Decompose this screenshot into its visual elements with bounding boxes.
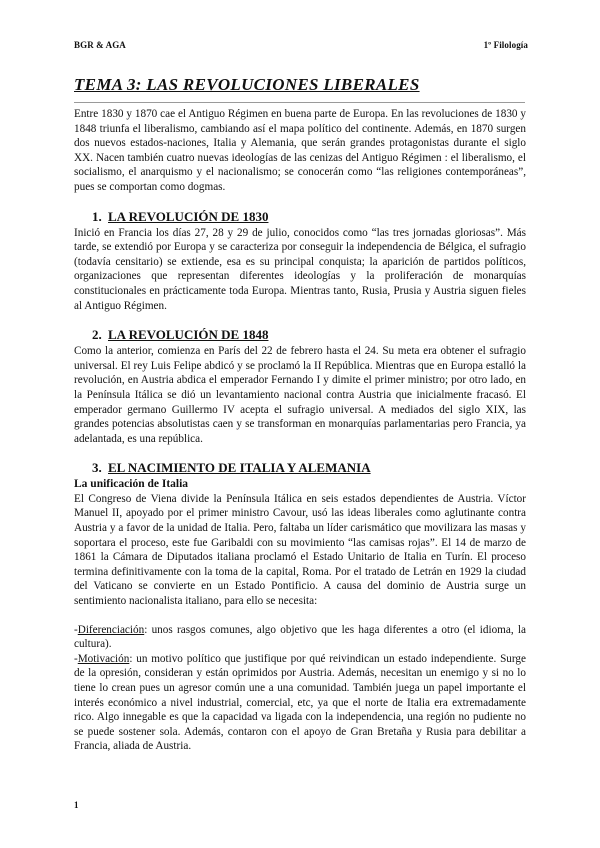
section-3-heading xyxy=(74,460,526,476)
document-title: TEMA 3: LAS REVOLUCIONES LIBERALES xyxy=(74,75,420,94)
list-item-term: Diferenciación xyxy=(77,623,145,636)
list-item-prefix: - xyxy=(74,652,78,665)
section-1-heading xyxy=(74,209,526,225)
section-3-paragraph: El Congreso de Viena divide la Península Itálica en seis estados dependientes de Austria. Víctor Manuel II, apoyado por el primer ministro Cavour, usó las ideas liberales como aglutinante contra Austria y a favor de la unidad de Italia. Pero, faltaba un líder carismático que movilizara las masas y soportara el proceso, este fue Garibaldi con su movimiento “las camisas rojas”. El 14 de marzo de 1861 la Cámara de Diputados italiana proclamó el Estado Unitario de Italia en Turín. El proceso termina definitivamente con la toma de la capital, Roma. Por el tratado de Letrán en 1929 la ciudad del Vaticano se convierte en un Estado Pontificio. A causa del dominio de Austria surge un sentimiento nacionalista italiano, para ello se necesita: xyxy=(74,492,526,608)
title-rule xyxy=(74,102,525,103)
document-body xyxy=(74,107,526,754)
list-item-prefix: - xyxy=(74,623,78,636)
page-number: 1 xyxy=(74,800,79,810)
section-3-subtitle: La unificación de Italia xyxy=(74,478,189,491)
section-3-number: 3. xyxy=(92,460,102,476)
section-2-paragraph: Como la anterior, comienza en París del 22 de febrero hasta el 24. Su meta era obtener el sufragio universal. El rey Luis Felipe abdicó y se proclamó la II República. Mientras que en Europa estalló la revolución, en Austria abdica el emperador Fernando I y dimite el primer ministro; por otro lado, en la Península Itálica se dió un levantamiento nacional contra Austria que inicialmente fracasó. El emperador germano Guillermo IV acepta el sufragio universal. A mediados del siglo XIX, las grandes potencias absolutistas caen y se transforman en monarquías parlamentarias pero Francia, ya adelantada, es una república. xyxy=(74,345,526,445)
header-left: BGR & AGA xyxy=(74,40,126,50)
list-item-text: : un motivo político que justifique por qué reivindican un estado independiente. Surge de la opresión, consideran y están oprimidos por Austria. Además, necesitan un enemigo y si no lo tiene lo crean pues un agresor común une a una comunidad. También juega un papel importante el interés económico a nivel industrial, comercial, etc, ya que el norte de Italia era extremadamente rico. Algo innegable es que la capacidad va ligada con la independencia, una región no pudiente no se puede sostener sola. Además, contaron con el apoyo de Gran Bretaña y Rusia para debilitar a Francia, aliada de Austria. xyxy=(74,652,526,753)
section-1-paragraph: Inició en Francia los días 27, 28 y 29 de julio, conocidos como “las tres jornadas gloriosas”. Más tarde, se extendió por Europa y se caracteriza por conseguir la independencia de Bélgica, el sufragio (todavía censitario) se extiende, esa es su principal conquista; la aparición de partidos políticos, organizaciones que representan diferentes ideologías y la proliferación de monarquías constitucionales en prácticamente toda Europa. Mientras tanto, Rusia, Prusia y Austria siguen fieles al Antiguo Régimen. xyxy=(74,226,526,312)
section-1-title: LA REVOLUCIÓN DE 1830 xyxy=(108,208,269,224)
paragraph-gap xyxy=(74,609,526,623)
section-3-title: EL NACIMIENTO DE ITALIA Y ALEMANIA xyxy=(108,460,371,476)
intro-paragraph: Entre 1830 y 1870 cae el Antiguo Régimen en buena parte de Europa. En las revoluciones de 1830 y 1848 triunfa el liberalismo, cambiando así el mapa político del continente. Además, en 1870 surgen dos nuevos estados-naciones, Italia y Alemania, que serán grandes protagonistas durante el siglo XX. Nacen también cuatro nuevas ideologías de las cenizas del Antiguo Régimen : el liberalismo, el socialismo, el anarquismo y el nacionalismo; se conocerán como “las religiones contemporáneas”, pues se comportan como dogmas. xyxy=(74,108,526,193)
list-item-text: : unos rasgos comunes, algo objetivo que les haga diferentes a otro (el idioma, la cultura). xyxy=(74,623,526,651)
header-right: 1º Filología xyxy=(483,40,528,50)
section-2-title: LA REVOLUCIÓN DE 1848 xyxy=(108,327,269,343)
section-1-number: 1. xyxy=(92,208,102,224)
section-2-number: 2. xyxy=(92,327,102,343)
list-item-motivacion xyxy=(74,652,526,754)
list-item-diferenciacion xyxy=(74,623,526,652)
section-2-heading xyxy=(74,327,526,343)
list-item-term: Motivación xyxy=(77,652,130,665)
